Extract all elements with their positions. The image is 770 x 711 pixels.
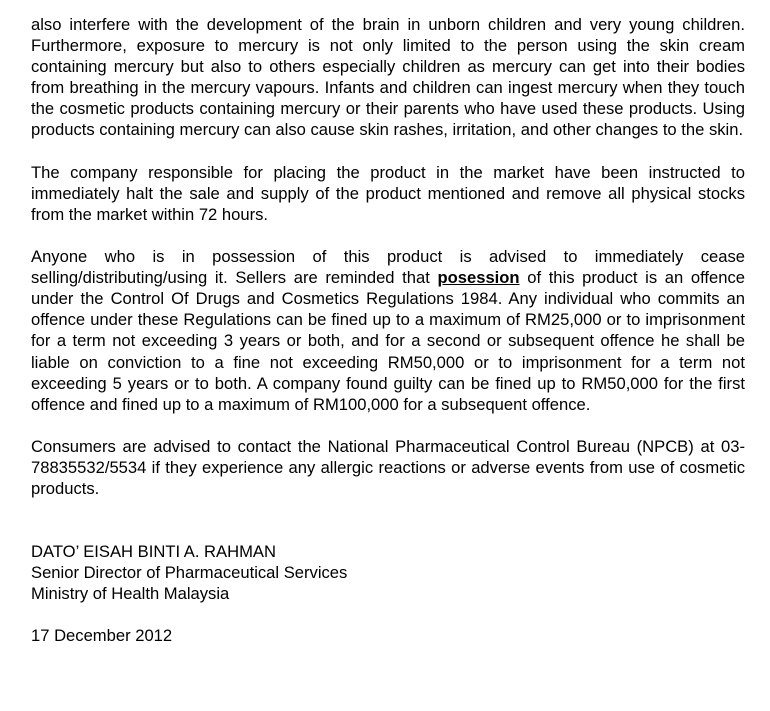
paragraph-mercury-effects: also interfere with the development of the brain in unborn children and very young children. Furthermore, exposure to mercury is not only limited to the person using the skin cream containing mercury but also to others especially children as mercury can get into their bodies from breathing in the mercury vapours. Infants and children can ingest mercury when they touch the cosmetic products containing mercury or their parents who have used these products. Using products containing mercury can also cause skin rashes, irritation, and other changes to the skin. bbox=[31, 15, 745, 140]
document-body bbox=[31, 14, 745, 647]
document-date: 17 December 2012 bbox=[31, 626, 173, 646]
paragraph-company-instruction: The company responsible for placing the product in the market have been instructed to immediately halt the sale and supply of the product mentioned and remove all physical stocks from the market within 72 hours. bbox=[31, 162, 745, 224]
signature-block bbox=[31, 541, 745, 604]
possession-text-before: Anyone who is in possession of this product is advised to immediately cease selling/distributing/using it. Sellers are reminded that bbox=[31, 247, 745, 288]
possession-text-after: of this product is an offence under the Control Of Drugs and Cosmetics Regulations 1984. Any individual who commits an offence under these Regulations can be fined up to a maximum of RM25,000 or to imprisonment for a term not exceeding 3 years or both, and for a second or subsequent offence he shall be liable on conviction to a fine not exceeding RM50,000 or to imprisonment for a term not exceeding 5 years or to both. A company found guilty can be fined up to RM50,000 for the first offence and fined up to a maximum of RM100,000 for a subsequent offence. bbox=[31, 268, 746, 414]
signatory-organization: Ministry of Health Malaysia bbox=[31, 584, 230, 604]
signatory-name: DATO’ EISAH BINTI A. RAHMAN bbox=[31, 542, 276, 562]
paragraph-possession-offence bbox=[31, 246, 745, 415]
possession-emphasis: posession bbox=[437, 268, 520, 288]
paragraph-consumer-advice: Consumers are advised to contact the National Pharmaceutical Control Bureau (NPCB) at 03-78835532/5534 if they experience any allergic reactions or adverse events from use of cosmetic products. bbox=[31, 436, 745, 499]
signatory-title: Senior Director of Pharmaceutical Services bbox=[31, 563, 348, 583]
